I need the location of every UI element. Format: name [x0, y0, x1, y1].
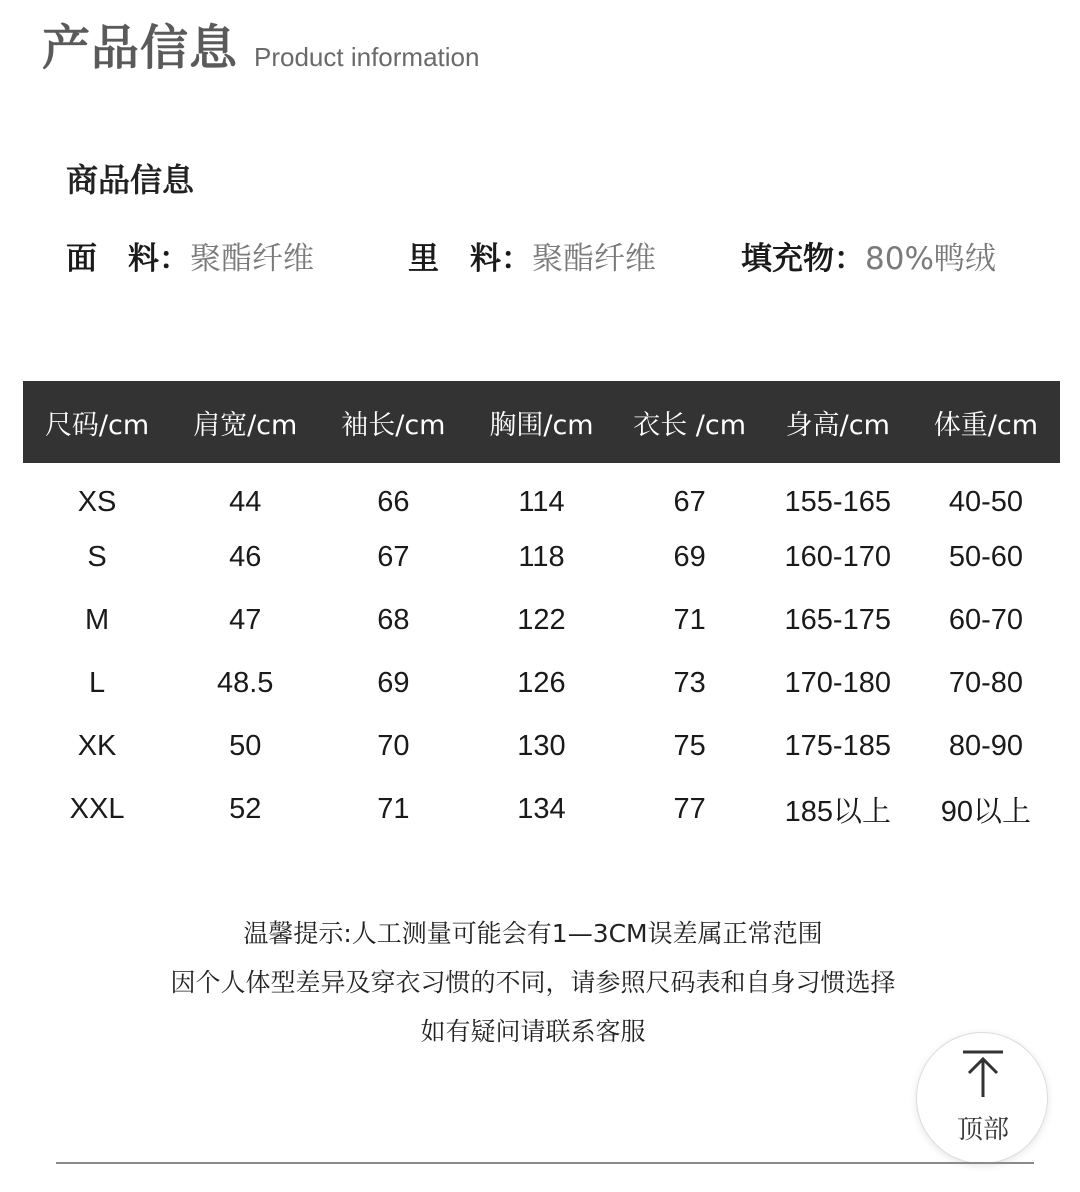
table-cell: 70	[377, 730, 410, 762]
material-value: 聚酯纤维	[190, 241, 314, 277]
table-cell: 130	[517, 730, 566, 762]
page-subtitle: Product information	[254, 42, 480, 72]
column-header-size: 尺码/cm	[44, 409, 150, 441]
section-title: 商品信息	[66, 161, 195, 199]
page-header	[42, 18, 479, 78]
table-cell: 185以上	[784, 796, 891, 828]
table-cell: XS	[77, 486, 117, 518]
divider	[56, 1162, 1034, 1164]
table-row	[23, 778, 1060, 841]
table-cell: L	[89, 667, 106, 699]
table-cell: S	[87, 541, 107, 573]
note-tip: 温馨提示:人工测量可能会有1—3CM误差属正常范围	[243, 919, 823, 948]
back-to-top-label: 顶部	[956, 1115, 1009, 1145]
table-cell: 75	[673, 730, 706, 762]
size-table	[23, 381, 1060, 841]
table-cell: 170-180	[784, 667, 891, 699]
material-lining	[408, 236, 656, 282]
table-cell: 114	[518, 486, 565, 518]
material-value: 80%鸭绒	[865, 241, 996, 277]
table-cell: 118	[518, 541, 565, 573]
table-row	[23, 463, 1060, 526]
column-header-weight: 体重/cm	[933, 409, 1039, 441]
table-cell: 90以上	[940, 796, 1032, 828]
arrow-up-icon	[961, 1049, 1005, 1099]
note-size-advice: 因个人体型差异及穿衣习惯的不同，请参照尺码表和自身习惯选择	[170, 968, 896, 997]
note-contact: 如有疑问请联系客服	[420, 1017, 646, 1046]
material-filling	[741, 236, 996, 282]
materials-row	[0, 236, 1080, 282]
column-header-height: 身高/cm	[785, 409, 890, 441]
table-cell: 50	[229, 730, 262, 762]
table-cell: 60-70	[948, 604, 1023, 636]
table-cell: 69	[673, 541, 706, 573]
table-cell: 71	[377, 793, 410, 825]
table-cell: 122	[517, 604, 566, 636]
column-header-length: 衣长 /cm	[633, 409, 747, 441]
table-row	[23, 589, 1060, 652]
material-label: 里 料：	[408, 241, 532, 277]
table-cell: XK	[77, 730, 117, 762]
table-cell: 44	[229, 486, 262, 518]
table-cell: 165-175	[784, 604, 891, 636]
size-table-container	[23, 381, 1060, 841]
column-header-chest: 胸围/cm	[489, 409, 594, 441]
table-cell: XXL	[69, 793, 125, 825]
table-row	[23, 715, 1060, 778]
table-cell: 73	[673, 667, 706, 699]
table-cell: 48.5	[216, 667, 274, 699]
material-label: 面 料：	[66, 241, 190, 277]
table-cell: 66	[377, 486, 410, 518]
table-cell: 67	[673, 486, 706, 518]
size-table-header-row	[23, 381, 1060, 463]
table-cell: 69	[377, 667, 410, 699]
table-cell: 47	[229, 604, 262, 636]
material-shell	[66, 236, 314, 282]
table-cell: 77	[673, 793, 706, 825]
column-header-shoulder: 肩宽/cm	[193, 409, 298, 441]
table-cell: 67	[377, 541, 410, 573]
table-cell: 126	[517, 667, 566, 699]
table-cell: 52	[229, 793, 262, 825]
table-cell: 50-60	[948, 541, 1023, 573]
material-label: 填充物：	[741, 241, 865, 277]
table-cell: M	[84, 604, 110, 636]
table-cell: 155-165	[784, 486, 891, 518]
table-cell: 160-170	[784, 541, 891, 573]
table-cell: 68	[377, 604, 410, 636]
table-cell: 175-185	[784, 730, 891, 762]
table-cell: 70-80	[948, 667, 1023, 699]
column-header-sleeve: 袖长/cm	[341, 409, 446, 441]
table-cell: 80-90	[948, 730, 1023, 762]
table-cell: 40-50	[948, 486, 1023, 518]
material-value: 聚酯纤维	[532, 241, 656, 277]
table-row	[23, 652, 1060, 715]
table-cell: 71	[673, 604, 706, 636]
table-cell: 134	[517, 793, 566, 825]
back-to-top-button[interactable]	[916, 1032, 1048, 1164]
table-row	[23, 526, 1060, 589]
page-title: 产品信息	[42, 20, 239, 76]
table-cell: 46	[229, 541, 262, 573]
